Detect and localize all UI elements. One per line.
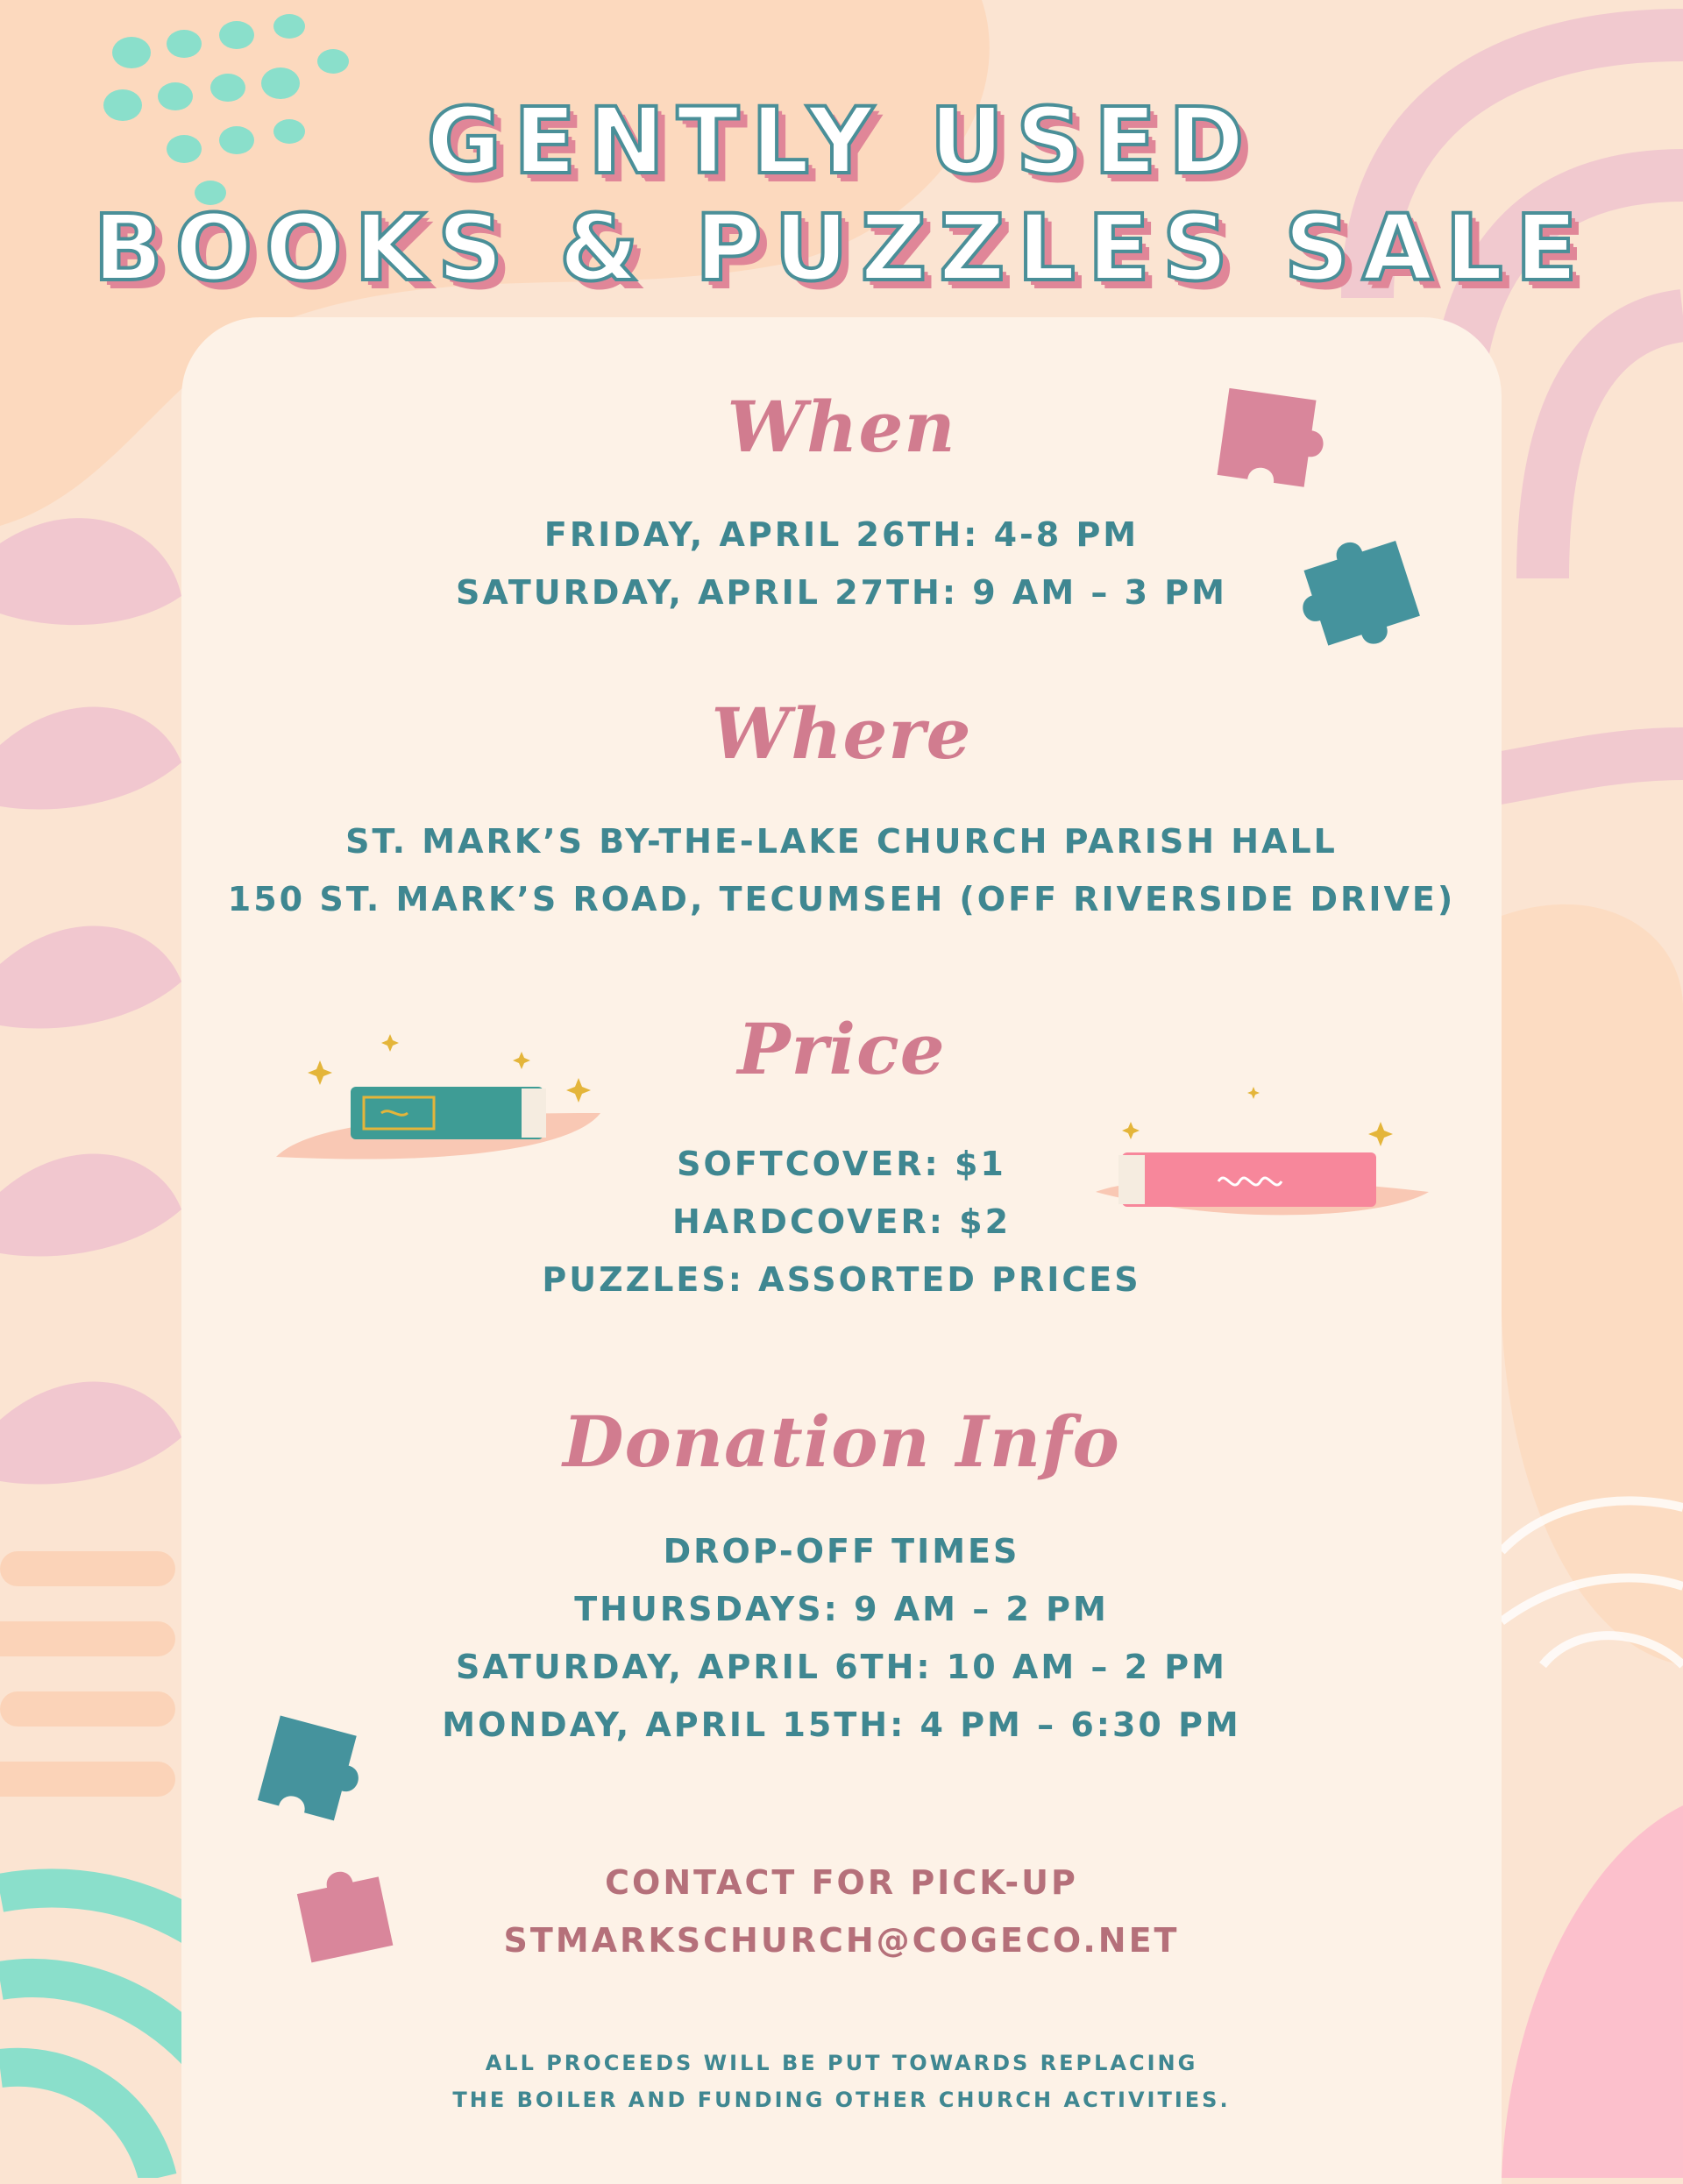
donation-line-4: MONDAY, APRIL 15TH: 4 PM – 6:30 PM xyxy=(442,1705,1241,1744)
contact-line-1: CONTACT FOR PICK-UP xyxy=(605,1863,1078,1902)
where-line-2: 150 ST. MARK’S ROAD, TECUMSEH (OFF RIVERSIDE DRIVE) xyxy=(227,880,1456,918)
puzzle-piece-icon xyxy=(1289,526,1446,666)
donation-line-3: SATURDAY, APRIL 6TH: 10 AM – 2 PM xyxy=(456,1648,1227,1686)
price-heading: Price xyxy=(737,1008,946,1090)
donation-line-1: DROP-OFF TIMES xyxy=(663,1532,1020,1571)
footer-line-2: THE BOILER AND FUNDING OTHER CHURCH ACTIVITIES. xyxy=(452,2088,1231,2112)
price-line-3: PUZZLES: ASSORTED PRICES xyxy=(542,1260,1141,1299)
teal-book-icon xyxy=(259,1025,609,1166)
where-line-1: ST. MARK’S BY-THE-LAKE CHURCH PARISH HALL xyxy=(345,822,1338,861)
when-heading: When xyxy=(727,386,956,468)
price-line-1: SOFTCOVER: $1 xyxy=(677,1145,1006,1183)
contact-email[interactable]: STMARKSCHURCH@COGECO.NET xyxy=(503,1921,1180,1960)
pink-book-icon xyxy=(1087,1078,1438,1227)
title-line-2: BOOKS & PUZZLES SALE xyxy=(93,195,1590,301)
where-heading: Where xyxy=(711,692,972,775)
when-line-1: FRIDAY, APRIL 26TH: 4-8 PM xyxy=(543,515,1140,554)
puzzle-piece-icon xyxy=(245,1705,386,1836)
donation-line-2: THURSDAYS: 9 AM – 2 PM xyxy=(574,1590,1109,1628)
title-line-1: GENTLY USED xyxy=(426,88,1257,195)
donation-heading: Donation Info xyxy=(563,1400,1120,1483)
puzzle-piece-icon xyxy=(285,1858,408,1972)
price-line-2: HARDCOVER: $2 xyxy=(671,1202,1012,1241)
footer-line-1: ALL PROCEEDS WILL BE PUT TOWARDS REPLACING xyxy=(485,2051,1198,2075)
when-line-2: SATURDAY, APRIL 27TH: 9 AM – 3 PM xyxy=(456,573,1227,612)
puzzle-piece-icon xyxy=(1205,377,1337,500)
